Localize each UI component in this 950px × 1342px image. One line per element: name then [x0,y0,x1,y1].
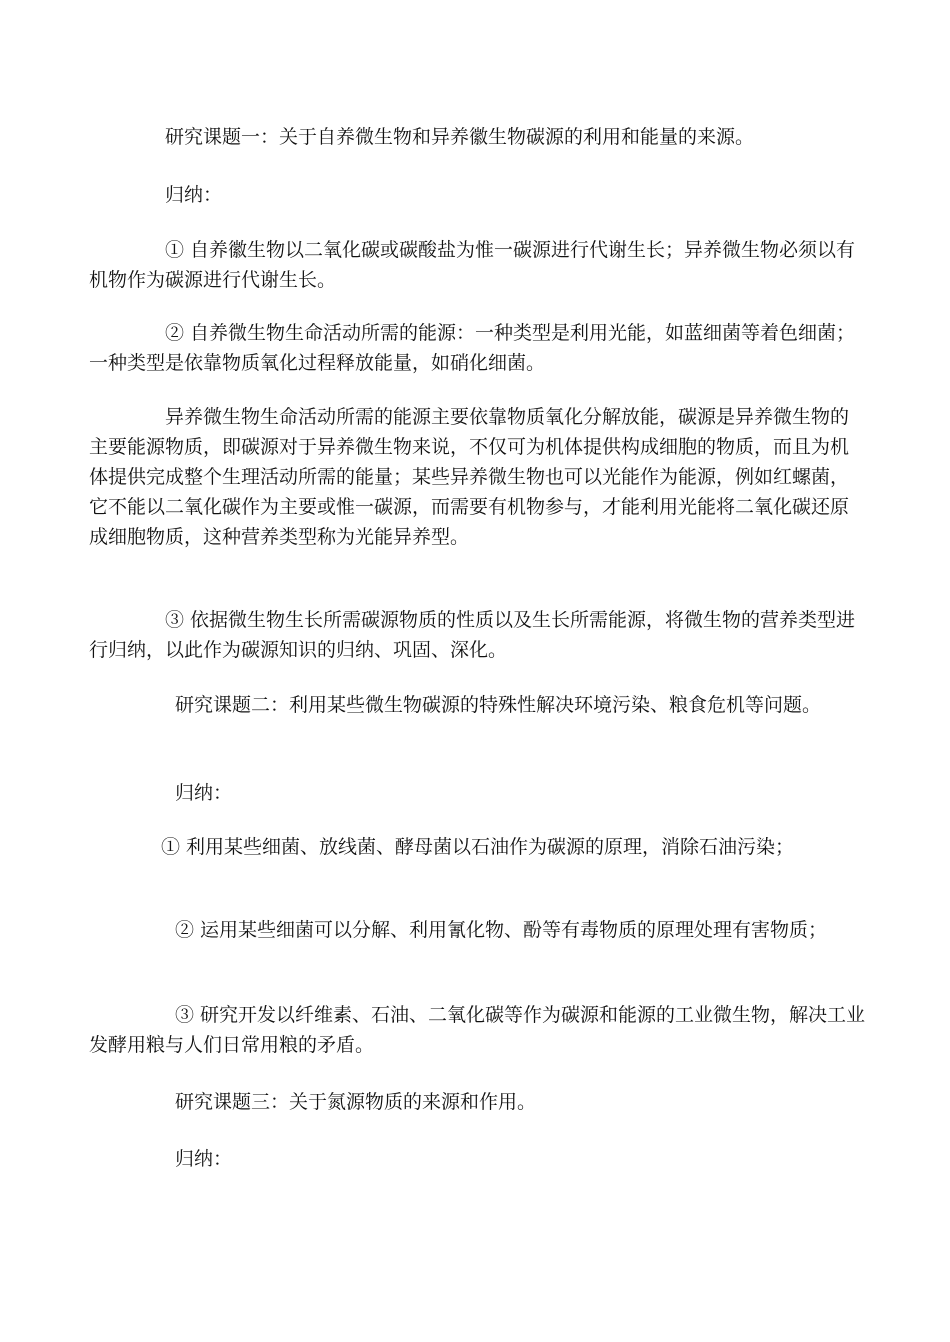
heterotroph-energy-paragraph: 异养微生物生命活动所需的能源主要依靠物质氧化分解放能，碳源是异养微生物的主要能源物质，即碳源对于异养微生物来说，不仅可为机体提供构成细胞的物质，而且为机体提供完成整个生理活动所需的能量；某些异养微生物也可以光能作为能源，例如红螺菌，它不能以二氧化碳作为主要或惟一碳源，而需要有机物参与，才能利用光能将二氧化碳还原成细胞物质，这种营养类型称为光能异养型。 [89,406,850,548]
topic-one-heading: 研究课题一：关于自养微生物和异养徽生物碳源的利用和能量的来源。 [165,126,755,148]
topic-one-point-3: ③ 依据微生物生长所需碳源物质的性质以及生长所需能源，将微生物的营养类型进行归纳，以此作为碳源知识的归纳、巩固、深化。 [89,609,856,661]
summary-label: 归纳： [175,782,233,804]
summary-label: 归纳： [165,184,223,206]
topic-two-point-1: ① 利用某些细菌、放线菌、酵母菌以石油作为碳源的原理，消除石油污染； [161,836,795,858]
topic-two-point-3: ③ 研究开发以纤维素、石油、二氧化碳等作为碳源和能源的工业微生物，解决工业发酵用粮与人们日常用粮的矛盾。 [89,1004,866,1056]
topic-one-point-1: ① 自养徽生物以二氧化碳或碳酸盐为惟一碳源进行代谢生长；异养微生物必须以有机物作为碳源进行代谢生长。 [89,239,856,291]
topic-three-heading: 研究课题三：关于氮源物质的来源和作用。 [175,1091,537,1113]
summary-label: 归纳： [175,1148,233,1170]
topic-one-point-2: ② 自养微生物生命活动所需的能源：一种类型是利用光能，如蓝细菌等着色细菌；一种类型是依靠物质氧化过程释放能量，如硝化细菌。 [89,322,856,374]
topic-two-heading: 研究课题二：利用某些微生物碳源的特殊性解决环境污染、粮食危机等问题。 [175,694,822,716]
topic-two-point-2: ② 运用某些细菌可以分解、利用氰化物、酚等有毒物质的原理处理有害物质； [175,919,828,941]
